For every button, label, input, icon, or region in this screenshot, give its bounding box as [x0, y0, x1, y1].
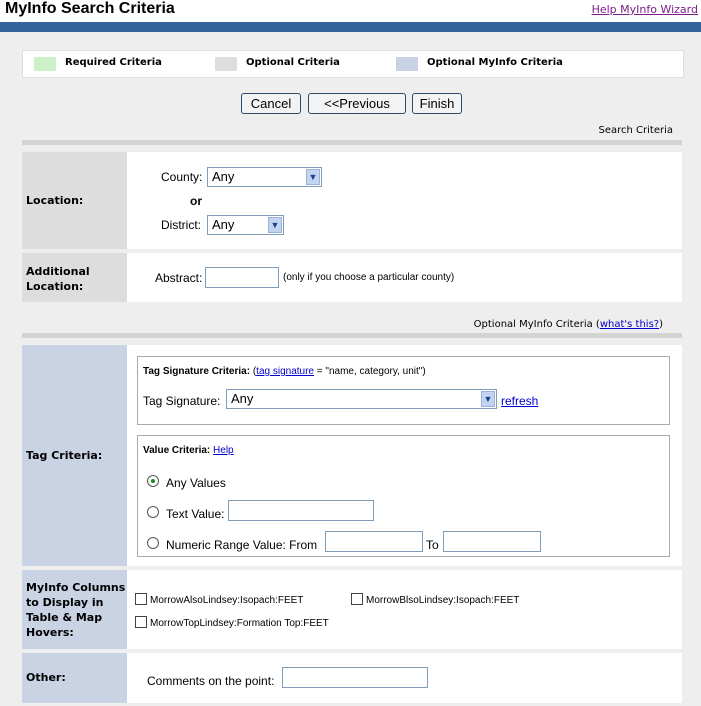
text-value-radio[interactable] — [147, 506, 159, 518]
myinfo-caption-text: Optional MyInfo Criteria ( — [473, 319, 600, 330]
previous-button[interactable]: <<Previous — [308, 93, 406, 114]
section-separator — [22, 333, 682, 338]
column-label: MorrowTopLindsey:Formation Top:FEET — [150, 618, 329, 629]
section-separator — [22, 140, 682, 145]
abstract-label: Abstract: — [155, 271, 203, 285]
required-swatch — [34, 57, 56, 71]
page-title: MyInfo Search Criteria — [5, 0, 175, 17]
to-label: To — [426, 538, 439, 552]
chevron-down-icon: ▼ — [268, 217, 282, 233]
refresh-link[interactable]: refresh — [501, 394, 539, 408]
other-label: Other: — [22, 653, 127, 703]
chevron-down-icon: ▼ — [481, 391, 495, 407]
value-criteria-heading — [143, 445, 234, 456]
tag-criteria-label: Tag Criteria: — [22, 345, 127, 566]
legend-optional-label: Optional Criteria — [246, 57, 340, 68]
myinfo-columns-row — [127, 570, 682, 649]
county-label: County: — [161, 170, 203, 184]
abstract-note: (only if you choose a particular county) — [283, 272, 455, 283]
column-label: MorrowAlsoLindsey:Isopach:FEET — [150, 595, 304, 606]
header-bar — [0, 22, 701, 32]
cancel-button[interactable]: Cancel — [241, 93, 301, 114]
numeric-to-input[interactable] — [443, 531, 541, 552]
text-value-label: Text Value: — [166, 507, 225, 521]
column-checkbox[interactable] — [135, 593, 147, 605]
finish-button[interactable]: Finish — [412, 93, 462, 114]
legend-optional-myinfo-label: Optional MyInfo Criteria — [427, 57, 563, 68]
criteria-legend — [22, 50, 684, 78]
county-select-value: Any — [212, 169, 235, 184]
column-label: MorrowBlsoLindsey:Isopach:FEET — [366, 595, 520, 606]
help-myinfo-wizard-link[interactable]: Help MyInfo Wizard — [591, 3, 698, 16]
tag-signature-heading-text: Tag Signature Criteria: — [143, 366, 251, 377]
any-values-label: Any Values — [166, 476, 226, 490]
chevron-down-icon: ▼ — [306, 169, 320, 185]
tag-signature-heading — [143, 366, 426, 377]
tag-signature-select[interactable] — [226, 389, 497, 409]
district-select[interactable] — [207, 215, 284, 235]
location-label: Location: — [22, 152, 127, 249]
comments-label: Comments on the point: — [147, 674, 275, 688]
optional-swatch — [215, 57, 237, 71]
whats-this-link[interactable]: what's this? — [599, 319, 660, 330]
additional-location-label: Additional Location: — [22, 253, 127, 302]
any-values-radio[interactable] — [147, 475, 159, 487]
myinfo-columns-label: MyInfo Columns to Display in Table & Map Hovers: — [22, 570, 127, 649]
search-criteria-caption: Search Criteria — [598, 125, 673, 136]
tag-signature-select-value: Any — [231, 391, 254, 406]
county-select[interactable] — [207, 167, 322, 187]
optional-myinfo-swatch — [396, 57, 418, 71]
column-checkbox[interactable] — [351, 593, 363, 605]
tag-signature-label: Tag Signature: — [143, 394, 221, 408]
abstract-input[interactable] — [205, 267, 279, 288]
comments-input[interactable] — [282, 667, 428, 688]
district-label: District: — [161, 218, 201, 232]
tag-signature-desc: = "name, category, unit") — [314, 366, 426, 377]
value-criteria-heading-text: Value Criteria: — [143, 445, 211, 456]
value-criteria-help-link[interactable]: Help — [213, 445, 234, 456]
column-checkbox[interactable] — [135, 616, 147, 628]
legend-required-label: Required Criteria — [65, 57, 162, 68]
or-text: or — [190, 194, 202, 208]
tag-signature-paren: ( — [250, 366, 257, 377]
tag-signature-link[interactable]: tag signature — [256, 366, 314, 377]
text-value-input[interactable] — [228, 500, 374, 521]
numeric-range-radio[interactable] — [147, 537, 159, 549]
myinfo-caption — [474, 319, 663, 330]
district-select-value: Any — [212, 217, 235, 232]
numeric-range-label: Numeric Range Value: From — [166, 538, 318, 552]
numeric-from-input[interactable] — [325, 531, 423, 552]
myinfo-caption-close: ) — [659, 319, 663, 330]
